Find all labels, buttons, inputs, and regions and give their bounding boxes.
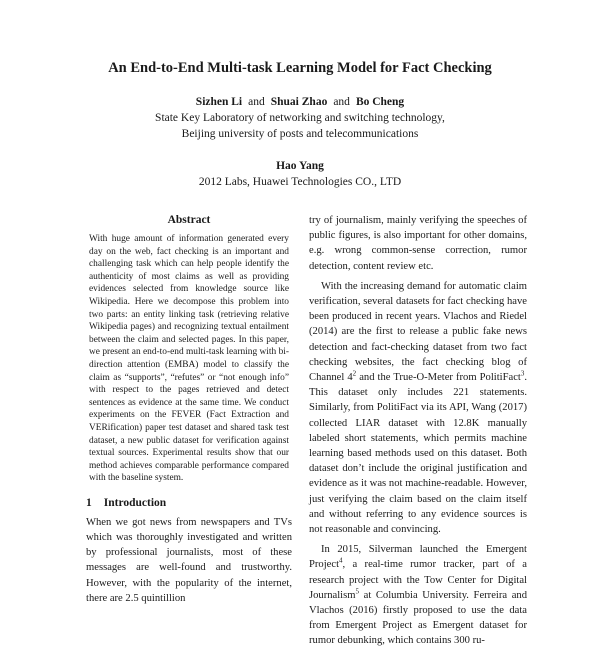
body-paragraph xyxy=(309,542,527,648)
abstract-heading: Abstract xyxy=(167,214,211,226)
author-block-2 xyxy=(0,158,600,190)
affiliation-line: Beijing university of posts and telecommunications xyxy=(181,128,419,140)
right-column xyxy=(309,213,527,649)
left-column xyxy=(86,214,292,606)
abstract-text: With huge amount of information generated every day on the web, fact checking is an important and challenging task which can help people identify the authenticity of most claims as well as providing evidences selected from knowledge source like Wikipedia. Here we decompose this problem into two parts: an entity linking task (retrieving relative Wikipedia pages) and recognizing textual entailment between the claim and selected pages. In this paper, we present an end-to-end multi-task learning with bi-direction attention (EMBA) model to classify the claim as “supports”, “refutes” or “not enough info” with respect to the pages retrieved and detect sentences as evidence at the same time. We conduct experiments on the FEVER (Fact Extraction and VERification) paper test dataset and shared task test dataset, a new public dataset for verification against textual sources. Experimental results show that our method achieves comparable performance compared with the baseline system. xyxy=(89,234,289,484)
paper-title: An End-to-End Multi-task Learning Model for Fact Checking xyxy=(108,60,492,76)
footnote-marker: 3 xyxy=(520,369,525,378)
author-separator: and xyxy=(248,96,265,108)
footnote-marker: 4 xyxy=(339,556,343,565)
paragraph-text: In 2015, Silverman launched the Emergent Project xyxy=(309,544,527,571)
paragraph-text: and the True-O-Meter from PolitiFact xyxy=(356,372,521,384)
paragraph-text: at Columbia University. Ferreira and Vlachos (2016) firstly proposed to use the data from Emergent Project as Emergent dataset for rumor debunking, which contains 300 ru- xyxy=(309,589,527,647)
footnote-marker: 5 xyxy=(355,587,359,596)
section-title: Introduction xyxy=(103,496,167,509)
author-name: Sizhen Li xyxy=(195,96,243,108)
section-number: 1 xyxy=(86,496,92,509)
section-heading xyxy=(86,497,292,509)
affiliation-line: State Key Laboratory of networking and switching technology, xyxy=(155,112,445,124)
author-name: Bo Cheng xyxy=(355,96,405,108)
intro-paragraph: When we got news from newspapers and TVs which was thoroughly investigated and written by professional journalists, most of these messages are well-found and trustworthy. However, with the popularity of the internet, there are 2.5 quintillion xyxy=(86,516,292,604)
body-paragraph: try of journalism, mainly verifying the speeches of public figures, is also important for other domains, e.g. wrong common-sense correction, rumor detection, content review etc. xyxy=(309,215,527,272)
paragraph-text: . This dataset only includes 221 statements. Similarly, from PolitiFact via its API, Wang (2017) collected LIAR dataset with 12.8K manually labeled short statements, which permits machine learning based methods used on this dataset. Both dataset don’t include the original justification and evidence as it was not machine-readable. However, just verifying the claim based on the claim itself and without referring to any evidence sources is not reasonable and convincing. xyxy=(309,372,527,536)
body-paragraph xyxy=(309,279,527,537)
author-name: Shuai Zhao xyxy=(270,96,328,108)
paragraph-text: With the increasing demand for automatic claim verification, several datasets for fact checking have been produced in recent years. Vlachos and Riedel (2014) are the first to release a public fake news detection and fact-checking dataset from two fact checking websites, the fact checking blog of Channel 4 xyxy=(309,280,527,384)
author-block-1 xyxy=(0,94,600,142)
affiliation-line: 2012 Labs, Huawei Technologies CO., LTD xyxy=(198,176,402,188)
author-separator: and xyxy=(333,96,350,108)
paragraph-text: , a real-time rumor tracker, part of a research project with the Tow Center for Digital Journalism xyxy=(309,559,527,601)
author-name: Hao Yang xyxy=(276,160,324,172)
footnote-marker: 2 xyxy=(352,369,357,378)
author-names-line xyxy=(0,94,600,110)
